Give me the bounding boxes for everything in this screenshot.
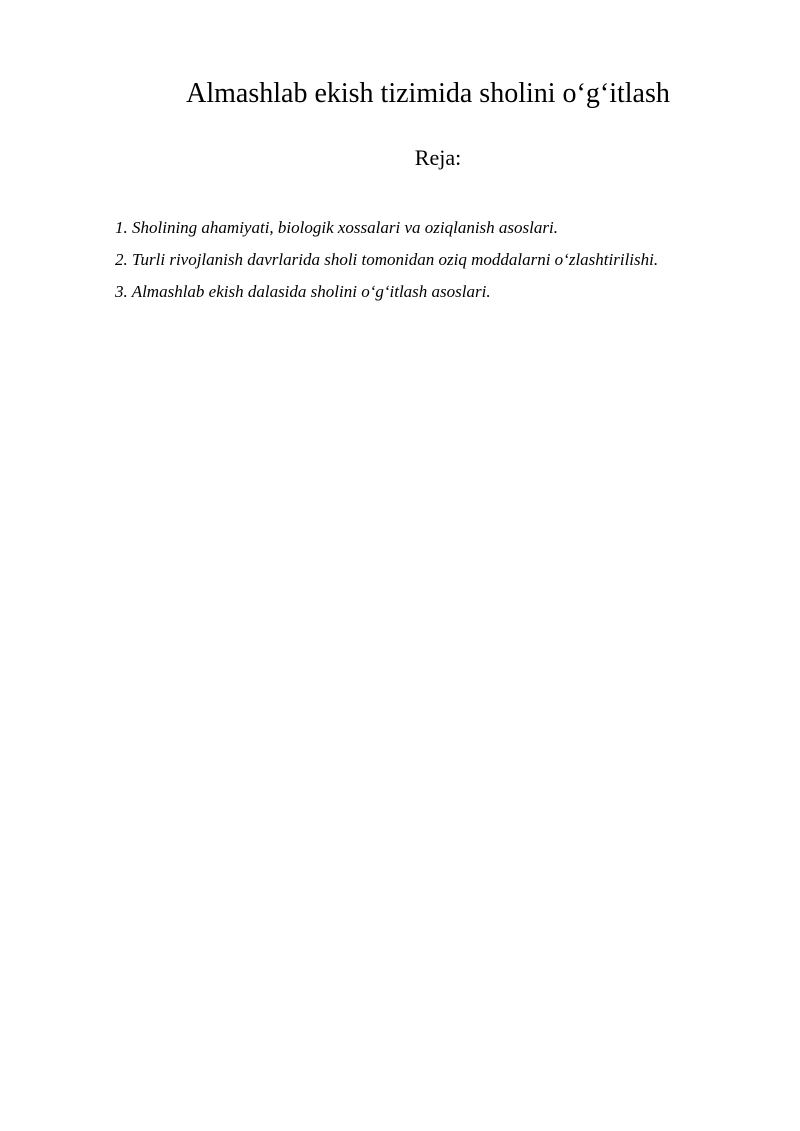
plan-item: 1. Sholining ahamiyati, biologik xossalari va oziqlanish asoslari. (115, 218, 558, 237)
document-title: Almashlab ekish tizimida sholini o‘g‘itlash (186, 78, 670, 109)
plan-item: 3. Almashlab ekish dalasida sholini o‘g‘itlash asoslari. (115, 282, 491, 301)
plan-list (115, 216, 785, 312)
plan-heading: Reja: (414, 145, 462, 170)
plan-item: 2. Turli rivojlanish davrlarida sholi tomonidan oziq moddalarni o‘zlashtirilishi. (115, 250, 659, 269)
